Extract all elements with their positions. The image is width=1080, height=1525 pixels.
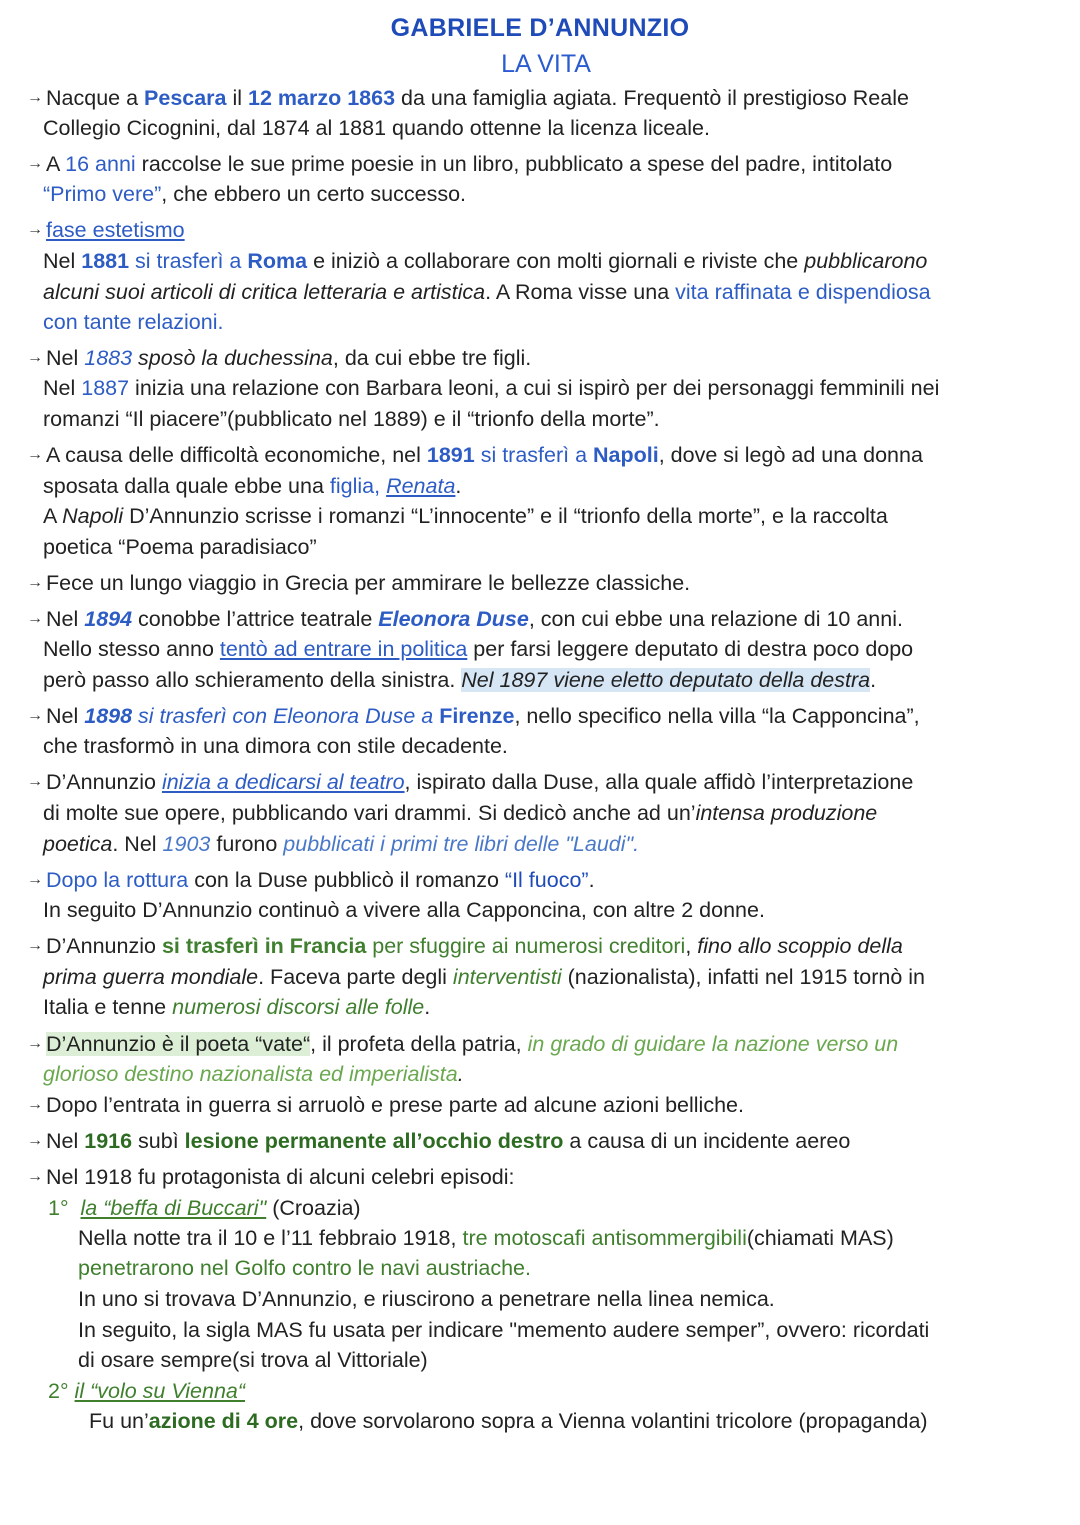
paragraph-duse-line3: però passo allo schieramento della sinistra. Nel 1897 viene eletto deputato della destra. xyxy=(43,668,877,692)
arrow-right-icon: → xyxy=(27,707,43,724)
paragraph-rome-line3: con tante relazioni. xyxy=(43,310,224,334)
paragraph-duse-line1: Nel 1894 conobbe l’attrice teatrale Eleonora Duse, con cui ebbe una relazione di 10 anni. xyxy=(46,607,903,631)
page-title: GABRIELE D’ANNUNZIO xyxy=(390,14,690,42)
arrow-right-icon: → xyxy=(27,446,43,463)
paragraph-theatre-line3: poetica. Nel 1903 furono pubblicati i primi tre libri delle "Laudi". xyxy=(43,832,640,856)
paragraph-birth-line1: Nacque a Pescara il 12 marzo 1863 da una famiglia agiata. Frequentò il prestigioso Reale xyxy=(46,86,909,110)
paragraph-fuoco-line1: Dopo la rottura con la Duse pubblicò il romanzo “Il fuoco”. xyxy=(46,868,595,892)
paragraph-rome-line1: Nel 1881 si trasferì a Roma e iniziò a collaborare con molti giornali e riviste che pubblicarono xyxy=(43,249,928,273)
paragraph-naples-line3: A Napoli D’Annunzio scrisse i romanzi “L’innocente” e il “trionfo della morte”, e la raccolta xyxy=(43,504,888,528)
paragraph-theatre-line2: di molte sue opere, pubblicando vari drammi. Si dedicò anche ad un’intensa produzione xyxy=(43,801,878,825)
episode-1-line2: penetrarono nel Golfo contro le navi austriache. xyxy=(78,1256,531,1280)
paragraph-poems-line2: “Primo vere”, che ebbero un certo successo. xyxy=(43,182,467,206)
paragraph-duse-line2: Nello stesso anno tentò ad entrare in politica per farsi leggere deputato di destra poco dopo xyxy=(43,637,914,661)
paragraph-injury: Nel 1916 subì lesione permanente all’occhio destro a causa di un incidente aereo xyxy=(46,1129,851,1153)
paragraph-vate-line2: glorioso destino nazionalista ed imperialista. xyxy=(43,1062,464,1086)
paragraph-birth-line2: Collegio Cicognini, dal 1874 al 1881 quando ottenne la licenza liceale. xyxy=(43,116,710,140)
arrow-right-icon: → xyxy=(27,574,43,591)
arrow-right-icon: → xyxy=(27,1096,43,1113)
arrow-right-icon: → xyxy=(27,1035,43,1052)
paragraph-marriage-line1: Nel 1883 sposò la duchessina, da cui ebbe tre figli. xyxy=(46,346,532,370)
arrow-right-icon: → xyxy=(27,871,43,888)
paragraph-france-line1: D’Annunzio si trasferì in Francia per sfuggire ai numerosi creditori, fino allo scoppio della xyxy=(46,934,903,958)
paragraph-france-line3: Italia e tenne numerosi discorsi alle folle. xyxy=(43,995,431,1019)
paragraph-france-line2: prima guerra mondiale. Faceva parte degli interventisti (nazionalista), infatti nel 1915 tornò in xyxy=(43,965,925,989)
arrow-right-icon: → xyxy=(27,221,43,238)
episode-2-line1: Fu un’azione di 4 ore, dove sorvolarono sopra a Vienna volantini tricolore (propaganda) xyxy=(89,1409,928,1433)
episode-1-line3: In uno si trovava D’Annunzio, e riuscirono a penetrare nella linea nemica. xyxy=(78,1287,775,1311)
page-subtitle: LA VITA xyxy=(501,50,591,78)
paragraph-vate-line1: D’Annunzio è il poeta “vate“, il profeta della patria, in grado di guidare la nazione verso un xyxy=(46,1032,899,1056)
paragraph-1918-intro: Nel 1918 fu protagonista di alcuni celebri episodi: xyxy=(46,1165,515,1189)
paragraph-florence-line1: Nel 1898 si trasferì con Eleonora Duse a Firenze, nello specifico nella villa “la Capponcina”, xyxy=(46,704,920,728)
paragraph-theatre-line1: D’Annunzio inizia a dedicarsi al teatro, ispirato dalla Duse, alla quale affidò l’interpretazione xyxy=(46,770,914,794)
paragraph-naples-line2: sposata dalla quale ebbe una figlia, Renata. xyxy=(43,474,462,498)
paragraph-marriage-line2: Nel 1887 inizia una relazione con Barbara leoni, a cui si ispirò per dei personaggi femminili nei xyxy=(43,376,940,400)
paragraph-marriage-line3: romanzi “Il piacere”(pubblicato nel 1889) e il “trionfo della morte”. xyxy=(43,407,660,431)
paragraph-war: Dopo l’entrata in guerra si arruolò e prese parte ad alcune azioni belliche. xyxy=(46,1093,744,1117)
paragraph-florence-line2: che trasformò in una dimora con stile decadente. xyxy=(43,734,508,758)
paragraph-naples-line4: poetica “Poema paradisiaco” xyxy=(43,535,317,559)
arrow-right-icon: → xyxy=(27,937,43,954)
paragraph-greece: Fece un lungo viaggio in Grecia per ammirare le bellezze classiche. xyxy=(46,571,691,595)
paragraph-naples-line1: A causa delle difficoltà economiche, nel 1891 si trasferì a Napoli, dove si legò ad una donna xyxy=(46,443,923,467)
arrow-right-icon: → xyxy=(27,89,43,106)
paragraph-rome-line2: alcuni suoi articoli di critica letteraria e artistica. A Roma visse una vita raffinata e dispendiosa xyxy=(43,280,931,304)
paragraph-fuoco-line2: In seguito D’Annunzio continuò a vivere alla Capponcina, con altre 2 donne. xyxy=(43,898,765,922)
arrow-right-icon: → xyxy=(27,1132,43,1149)
arrow-right-icon: → xyxy=(27,349,43,366)
arrow-right-icon: → xyxy=(27,773,43,790)
episode-2-heading: 2° il “volo su Vienna“ xyxy=(48,1379,246,1403)
section-heading-estetismo: fase estetismo xyxy=(46,218,185,242)
arrow-right-icon: → xyxy=(27,610,43,627)
episode-1-line5: di osare sempre(si trova al Vittoriale) xyxy=(78,1348,428,1372)
arrow-right-icon: → xyxy=(27,1168,43,1185)
episode-1-heading: 1° la “beffa di Buccari" (Croazia) xyxy=(48,1196,361,1220)
paragraph-poems-line1: A 16 anni raccolse le sue prime poesie in un libro, pubblicato a spese del padre, intitolato xyxy=(46,152,893,176)
arrow-right-icon: → xyxy=(27,155,43,172)
episode-1-line4: In seguito, la sigla MAS fu usata per indicare "memento audere semper”, ovvero: ricordati xyxy=(78,1318,930,1342)
episode-1-line1: Nella notte tra il 10 e l’11 febbraio 1918, tre motoscafi antisommergibili(chiamati MAS) xyxy=(78,1226,894,1250)
